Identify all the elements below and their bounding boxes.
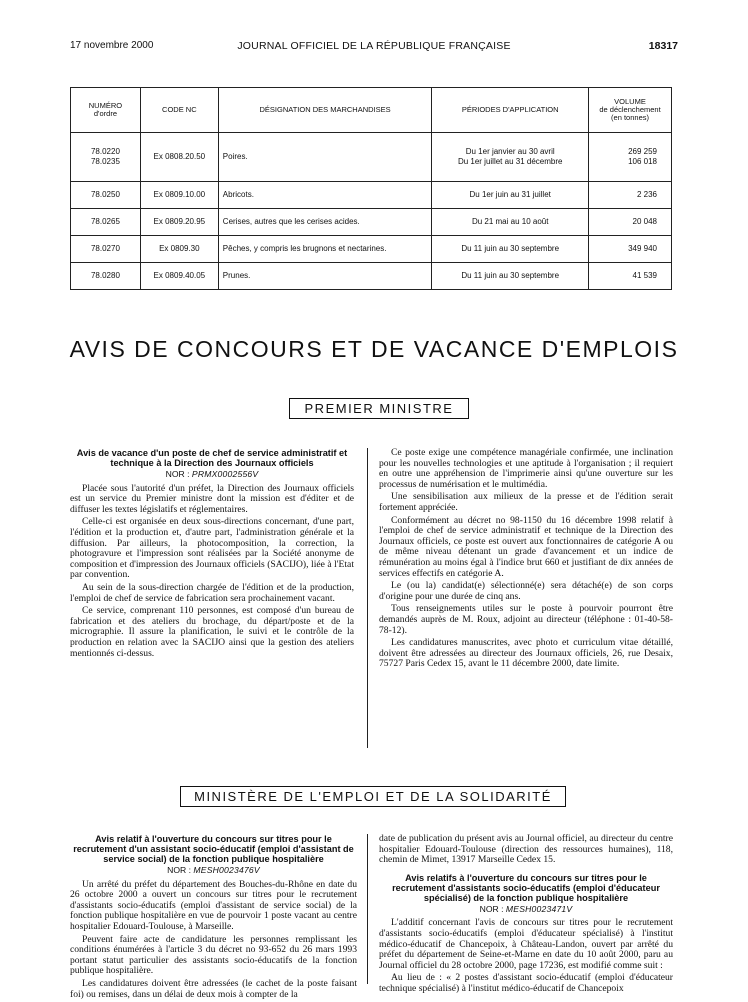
header-title: JOURNAL OFFICIEL DE LA RÉPUBLIQUE FRANÇAISE	[237, 40, 511, 52]
col-header-code: CODE NC	[140, 88, 218, 133]
cell-code-nc: Ex 0809.20.95	[140, 209, 218, 236]
cell-designation: Cerises, autres que les cerises acides.	[218, 209, 432, 236]
cell-volume: 349 940	[589, 236, 672, 263]
cell-volume: 269 259 106 018	[589, 133, 672, 182]
paragraph: date de publication du présent avis au Journal officiel, au directeur du centre hospitalier Edouard-Toulouse (direction des ressources humaines), 118, chemin de Mimet, 13917 Marseille Cedex 15.	[379, 833, 673, 866]
article-right-column	[379, 834, 673, 997]
paragraph: Celle-ci est organisée en deux sous-directions concernant, d'une part, l'édition et la production et, d'autre part, l'administration générale et la diffusion. Par ailleurs, la photocomposition, la correction, la photogravure et l'impression sont réalisées par la Société anonyme de composition et d'impression des Journaux officiels (SACIJO), liée à l'Etat par convention.	[70, 516, 354, 581]
cell-numero: 78.0280	[71, 263, 141, 290]
cell-numero: 78.0250	[71, 182, 141, 209]
cell-code-nc: Ex 0809.30	[140, 236, 218, 263]
cell-designation: Poires.	[218, 133, 432, 182]
section-title-premier-ministre: PREMIER MINISTRE	[289, 398, 469, 419]
tariff-table	[70, 87, 672, 290]
cell-volume: 2 236	[589, 182, 672, 209]
table-row	[71, 209, 672, 236]
table-row	[71, 236, 672, 263]
cell-volume: 20 048	[589, 209, 672, 236]
cell-periode: Du 1er janvier au 30 avril Du 1er juillet au 31 décembre	[432, 133, 589, 182]
paragraph: Une sensibilisation aux milieux de la presse et de l'édition serait fortement appréciée.	[379, 491, 673, 513]
article-vacance-left-column	[70, 448, 354, 661]
article-title: Avis de vacance d'un poste de chef de service administratif et technique à la Direction des Journaux officiels	[76, 448, 348, 468]
table-row	[71, 133, 672, 182]
col-header-designation: DÉSIGNATION DES MARCHANDISES	[218, 88, 432, 133]
nor-reference: NOR : PRMX0002556V	[165, 469, 259, 479]
cell-designation: Abricots.	[218, 182, 432, 209]
article-title: Avis relatif à l'ouverture du concours sur titres pour le recrutement d'un assistant socio-éducatif (emploi d'assistant de service social) de la fonction publique hospitalière	[73, 834, 354, 864]
cell-periode: Du 1er juin au 31 juillet	[432, 182, 589, 209]
paragraph: Conformément au décret no 98-1150 du 16 décembre 1998 relatif à l'emploi de chef de service administratif et technique de la Direction des Journaux officiels, ce poste est ouvert aux fonctionnaires de catégorie A ou de même niveau détenant un grade d'avancement et un indice de rémunération au moins égal à l'indice brut 660 et justifiant de dix années de services effectifs en catégorie A.	[379, 514, 673, 579]
column-divider	[367, 448, 368, 748]
cell-designation: Pêches, y compris les brugnons et nectarines.	[218, 236, 432, 263]
nor-reference: NOR : MESH0023471V	[479, 903, 573, 914]
paragraph: Le (ou la) candidat(e) sélectionné(e) sera détaché(e) de son corps d'origine pour une durée de cinq ans.	[379, 580, 673, 602]
cell-code-nc: Ex 0809.10.00	[140, 182, 218, 209]
cell-volume: 41 539	[589, 263, 672, 290]
paragraph: Peuvent faire acte de candidature les personnes remplissant les conditions énumérées à l'article 3 du décret no 93-652 du 26 mars 1993 portant statut particulier des assistants socio-éducatifs de la fonction publique hospitalière.	[70, 933, 357, 977]
col-header-periodes: PÉRIODES D'APPLICATION	[432, 88, 589, 133]
cell-periode: Du 21 mai au 10 août	[432, 209, 589, 236]
cell-numero: 78.0270	[71, 236, 141, 263]
cell-periode: Du 11 juin au 30 septembre	[432, 236, 589, 263]
column-divider	[367, 834, 368, 984]
article-title: Avis relatifs à l'ouverture du concours sur titres pour le recrutement d'assistants socio-éducatifs (emploi d'éducateur spécialisé) de la fonction publique hospitalière	[392, 872, 660, 903]
paragraph: Les candidatures manuscrites, avec photo et curriculum vitae détaillé, doivent être adressées au directeur des Journaux officiels, 26, rue Desaix, 75727 Paris Cedex 15, avant le 11 décembre 2000, date limite.	[379, 637, 673, 670]
article-assistant-social-left-column	[70, 834, 357, 1002]
cell-periode: Du 11 juin au 30 septembre	[432, 263, 589, 290]
main-heading: AVIS DE CONCOURS ET DE VACANCE D'EMPLOIS	[69, 336, 679, 362]
paragraph: Ce poste exige une compétence managériale confirmée, une inclination pour les nouvelles technologies et une aptitude à l'organisation ; il requiert en outre une appréhension de l'imprimerie ainsi qu'une ouverture sur les processus de numérisation et le multimédia.	[379, 447, 673, 490]
paragraph: Les candidatures doivent être adressées (le cachet de la poste faisant foi) ou remises, dans un délai de deux mois à compter de la	[70, 977, 357, 1000]
article-vacance-right-column	[379, 448, 673, 672]
paragraph: Un arrêté du préfet du département des Bouches-du-Rhône en date du 26 octobre 2000 a ouvert un concours sur titres pour le recrutement d'assistants socio-éducatifs (emploi d'assistant de service social) de la fonction publique hospitalière en vue de pourvoir 1 poste vacant au centre hospitalier Edouard-Toulouse, à Marseille.	[70, 878, 357, 932]
col-header-volume: VOLUME de déclenchement (en tonnes)	[589, 88, 672, 133]
table-row	[71, 182, 672, 209]
col-header-numero: NUMÉRO d'ordre	[71, 88, 141, 133]
paragraph: Au sein de la sous-direction chargée de l'édition et de la production, l'emploi de chef de service de fabrication sera prochainement vacant.	[70, 581, 354, 604]
paragraph: Au lieu de : « 2 postes d'assistant socio-éducatif (emploi d'éducateur technique spécialisé) à l'institut médico-éducatif de Chancepoix	[379, 972, 673, 994]
paragraph: L'additif concernant l'avis de concours sur titres pour le recrutement d'assistants socio-éducatifs (emploi d'éducateur spécialisé) à l'institut médico-éducatif de Chancepoix, à Château-Landon, ouvert par arrêté du préfet du département de Seine-et-Marne en date du 10 août 2000, paru au Journal officiel du 28 octobre 2000, page 17236, est modifié comme suit :	[379, 917, 673, 971]
cell-code-nc: Ex 0808.20.50	[140, 133, 218, 182]
cell-numero: 78.0220 78.0235	[71, 133, 141, 182]
table-row	[71, 263, 672, 290]
cell-designation: Prunes.	[218, 263, 432, 290]
cell-code-nc: Ex 0809.40.05	[140, 263, 218, 290]
nor-reference: NOR : MESH0023476V	[167, 865, 260, 875]
section-title-ministere-emploi: MINISTÈRE DE L'EMPLOI ET DE LA SOLIDARITÉ	[180, 786, 566, 807]
header-page-number: 18317	[648, 40, 678, 52]
paragraph: Placée sous l'autorité d'un préfet, la Direction des Journaux officiels est un service du Premier ministre dont la mission est d'éditer et de diffuser les textes législatifs et réglementaires.	[70, 482, 354, 515]
tariff-table-grid	[70, 87, 672, 290]
cell-numero: 78.0265	[71, 209, 141, 236]
paragraph: Ce service, comprenant 110 personnes, est composé d'un bureau de fabrication et des ateliers du brochage, du départ/poste et de la micrographie. Il assure la planification, le suivi et le contrôle de la production en relation avec la SACIJO ainsi que la gestion des ateliers mentionnés ci-dessus.	[70, 605, 354, 659]
header-date: 17 novembre 2000	[70, 40, 154, 51]
paragraph: Tous renseignements utiles sur le poste à pourvoir pourront être demandés auprès de M. Roux, adjoint au directeur (téléphone : 01-40-58-78-12).	[379, 603, 673, 636]
